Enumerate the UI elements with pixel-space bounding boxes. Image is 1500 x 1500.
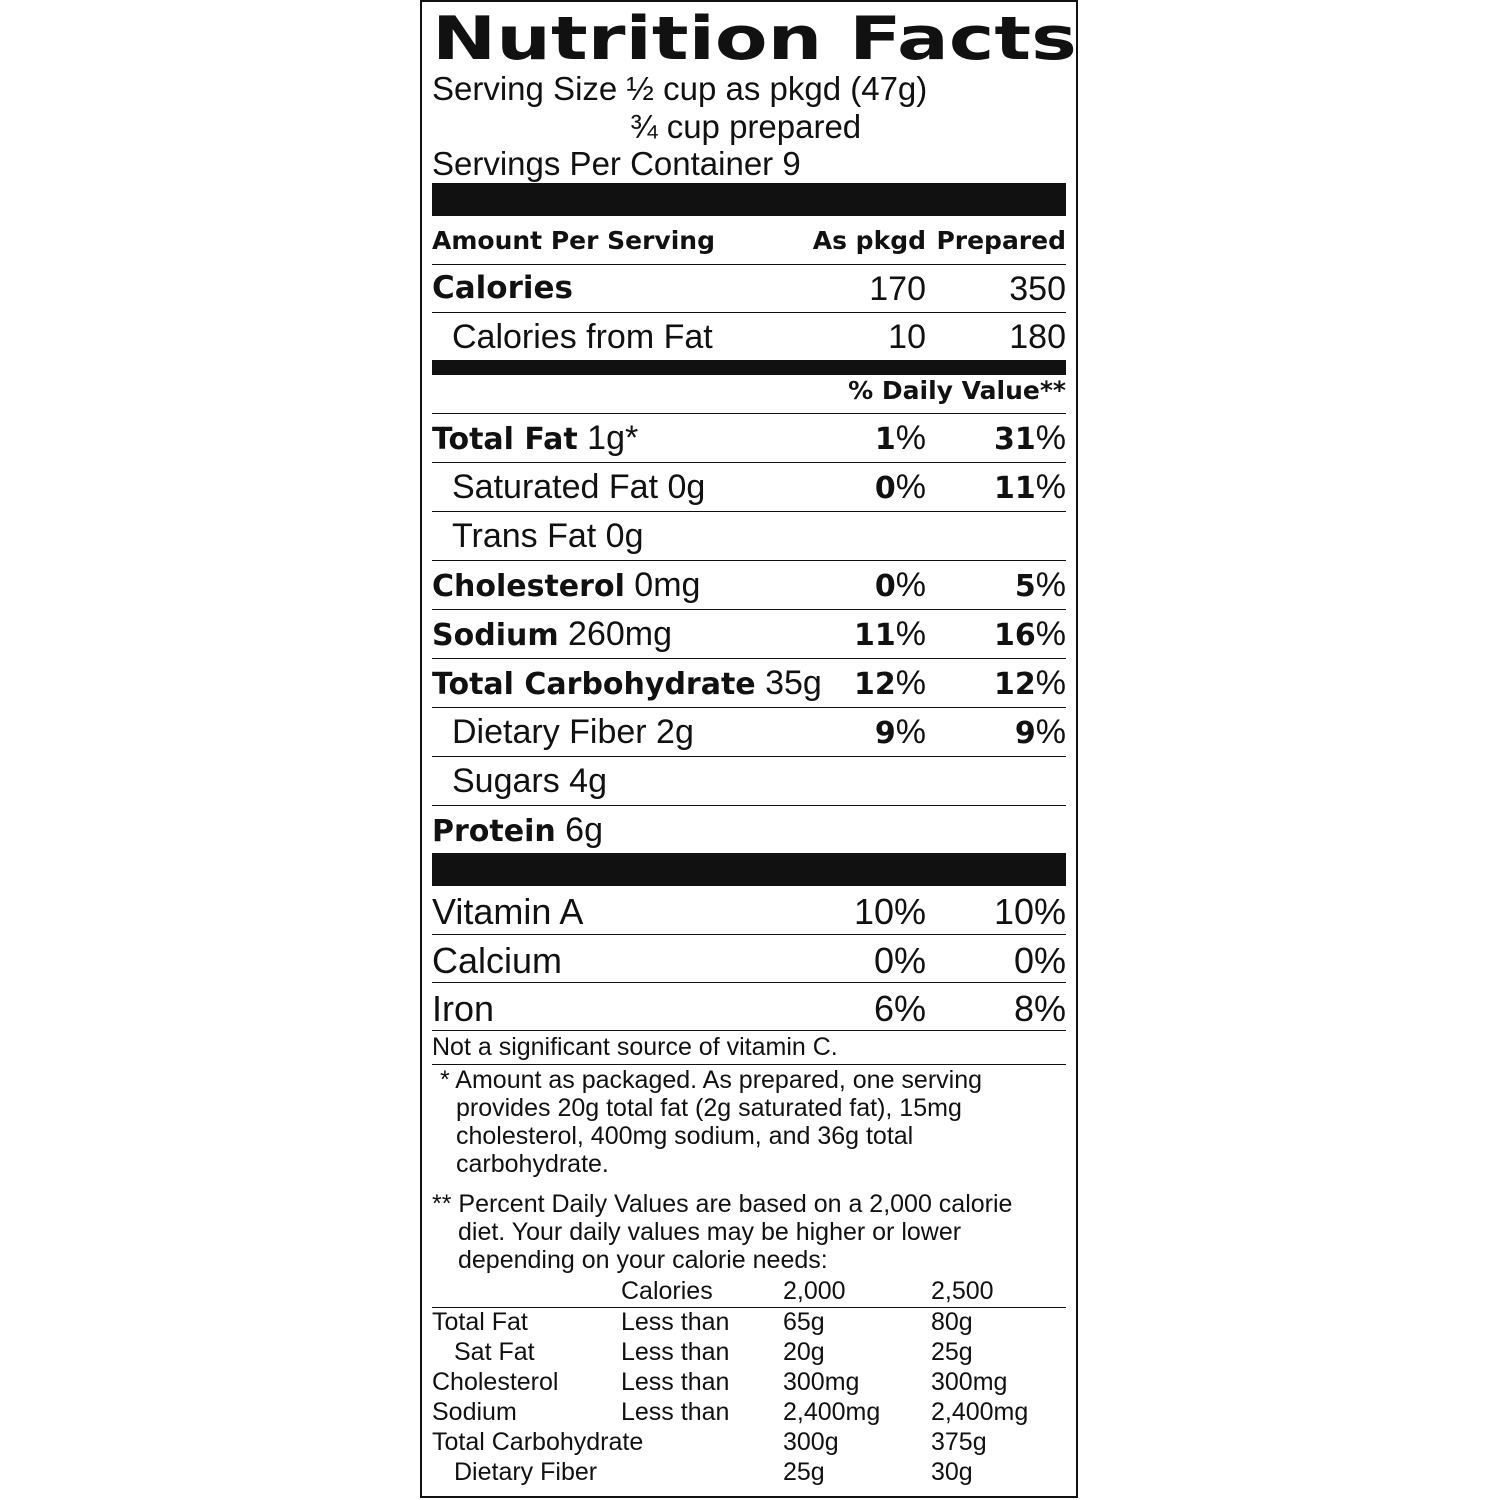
- nutrient-row: [432, 462, 1066, 511]
- as-pkgd-header: As pkgd: [812, 226, 926, 255]
- calories-fat-row: [432, 312, 1066, 361]
- daily-value-as-pkgd: [854, 664, 926, 703]
- percent-sign: %: [1035, 468, 1066, 506]
- dv-cell: 300mg: [783, 1368, 860, 1396]
- percent-number: 0: [874, 471, 896, 506]
- footnote-line: diet. Your daily values may be higher or lower: [458, 1218, 962, 1246]
- daily-value-prepared: [1015, 566, 1066, 605]
- percent-number: 12: [854, 667, 896, 702]
- vitamin-as-pkgd: 6%: [873, 988, 926, 1029]
- percent-number: 16: [994, 618, 1036, 653]
- nutrient-amount: Sugars 4g: [452, 762, 607, 800]
- percent-sign: %: [895, 566, 926, 604]
- dv-table-row: [432, 1428, 1066, 1458]
- footnote-line: carbohydrate.: [456, 1150, 609, 1178]
- nutrient-amount: 260mg: [558, 615, 672, 653]
- percent-number: 31: [994, 422, 1036, 457]
- percent-number: 12: [994, 667, 1036, 702]
- daily-value-as-pkgd: [854, 615, 926, 654]
- percent-sign: %: [1035, 664, 1066, 702]
- dv-cell: Less than: [621, 1398, 730, 1426]
- daily-value-table: [432, 1277, 1066, 1488]
- dv-cell: 375g: [931, 1428, 987, 1456]
- daily-value-prepared: [994, 468, 1066, 507]
- daily-value-prepared: [994, 419, 1066, 458]
- dv-table-row: [432, 1338, 1066, 1368]
- dv-table-row: [432, 1308, 1066, 1338]
- nutrient-name: [452, 713, 694, 752]
- percent-sign: %: [1035, 566, 1066, 604]
- calories-fat-label: Calories from Fat: [452, 318, 713, 356]
- label-content: [432, 2, 1077, 1496]
- calories-row: [432, 264, 1066, 313]
- nutrient-amount: Saturated Fat 0g: [452, 468, 706, 506]
- dv-cell: Dietary Fiber: [454, 1458, 598, 1486]
- percent-sign: %: [1035, 713, 1066, 751]
- dv-cell: 2,400mg: [783, 1398, 881, 1426]
- dv-cell: Sat Fat: [454, 1338, 535, 1366]
- vitamin-name: Calcium: [432, 940, 563, 981]
- vitamin-row: [432, 886, 1066, 934]
- vitamin-prepared: 8%: [1013, 988, 1066, 1029]
- nutrient-row: [432, 756, 1066, 805]
- daily-value-as-pkgd: [875, 713, 926, 752]
- vitamin-as-pkgd: 10%: [853, 891, 926, 932]
- dv-cell: Sodium: [432, 1398, 517, 1426]
- daily-value-prepared: [994, 664, 1066, 703]
- vitamin-c-note: Not a significant source of vitamin C.: [432, 1033, 838, 1061]
- dv-cell: 300mg: [931, 1368, 1008, 1396]
- calories-fat-prepared: 180: [1009, 318, 1066, 356]
- dv-cell: Cholesterol: [432, 1368, 559, 1396]
- percent-sign: %: [895, 615, 926, 653]
- nutrient-row: [432, 511, 1066, 560]
- vitamin-prepared: 0%: [1013, 940, 1066, 981]
- percent-number: 1: [874, 422, 896, 457]
- nutrient-amount: 1g*: [577, 419, 639, 457]
- nutrient-bold-name: Total Fat: [432, 422, 578, 457]
- nutrient-amount: 35g: [755, 664, 822, 702]
- dv-cell: 2,500: [931, 1277, 994, 1305]
- percent-sign: %: [1035, 615, 1066, 653]
- dv-cell: 65g: [783, 1308, 825, 1336]
- dv-cell: 30g: [931, 1458, 973, 1486]
- dv-cell: Calories: [621, 1277, 713, 1305]
- nutrient-bold-name: Sodium: [432, 618, 559, 653]
- footnote-line: cholesterol, 400mg sodium, and 36g total: [456, 1122, 914, 1150]
- nutrient-row: [432, 413, 1066, 462]
- dv-cell: 80g: [931, 1308, 973, 1336]
- daily-value-prepared: [1015, 713, 1066, 752]
- dv-table-header: [432, 1277, 1066, 1308]
- nutrition-label: [420, 0, 1078, 1498]
- servings-per-container: Servings Per Container 9: [432, 145, 801, 182]
- dv-table-row: [432, 1458, 1066, 1488]
- dv-cell: 2,400mg: [931, 1398, 1029, 1426]
- vitamin-c-row: [432, 1030, 1066, 1065]
- nutrient-row: [432, 658, 1066, 707]
- daily-value-as-pkgd: [875, 419, 926, 458]
- dv-cell: 2,000: [783, 1277, 846, 1305]
- footnote-packaged: [432, 1066, 1066, 1178]
- dv-cell: 20g: [783, 1338, 825, 1366]
- daily-value-as-pkgd: [875, 566, 926, 605]
- dv-cell: 25g: [931, 1338, 973, 1366]
- calories-as-pkgd: 170: [869, 270, 926, 308]
- thick-divider: [432, 183, 1066, 216]
- prepared-header: Prepared: [936, 226, 1066, 255]
- nutrient-amount: Dietary Fiber 2g: [452, 713, 694, 751]
- nutrient-name: [452, 762, 607, 801]
- footnote-line: depending on your calorie needs:: [458, 1246, 828, 1274]
- nutrient-name: [432, 566, 700, 605]
- calories-fat-as-pkgd: 10: [888, 318, 926, 356]
- dv-cell: Less than: [621, 1368, 730, 1396]
- dv-cell: Less than: [621, 1338, 730, 1366]
- footnote-line: ** Percent Daily Values are based on a 2,000 calorie: [432, 1190, 1013, 1218]
- footnote-line: provides 20g total fat (2g saturated fat), 15mg: [456, 1094, 962, 1122]
- nutrient-bold-name: Protein: [432, 814, 556, 849]
- percent-sign: %: [895, 713, 926, 751]
- percent-number: 0: [874, 569, 896, 604]
- nutrient-name: [432, 615, 672, 654]
- amount-per-serving: Amount Per Serving: [432, 226, 715, 255]
- dv-cell: Total Fat: [432, 1308, 528, 1336]
- serving-size: Serving Size ½ cup as pkgd (47g): [432, 70, 928, 107]
- nutrient-row: [432, 707, 1066, 756]
- nutrient-row: [432, 560, 1066, 609]
- vitamin-row: [432, 982, 1066, 1031]
- dv-cell: 25g: [783, 1458, 825, 1486]
- daily-value-as-pkgd: [875, 468, 926, 507]
- percent-sign: %: [1035, 419, 1066, 457]
- percent-number: 11: [854, 618, 896, 653]
- percent-number: 5: [1014, 569, 1036, 604]
- footnote-line: * Amount as packaged. As prepared, one serving: [440, 1066, 983, 1094]
- nutrient-amount: 0mg: [624, 566, 701, 604]
- dv-table-row: [432, 1368, 1066, 1398]
- nutrient-row: [432, 805, 1066, 854]
- column-header: [432, 224, 1066, 264]
- nutrient-amount: Trans Fat 0g: [452, 517, 644, 555]
- percent-number: 9: [874, 716, 896, 751]
- label-title: Nutrition Facts: [432, 4, 1077, 74]
- nutrient-name: [452, 517, 643, 556]
- nutrient-row: [432, 609, 1066, 658]
- dv-table-row: [432, 1398, 1066, 1428]
- percent-sign: %: [895, 468, 926, 506]
- vitamin-name: Iron: [432, 988, 495, 1029]
- vitamin-row: [432, 934, 1066, 983]
- thick-divider: [432, 853, 1066, 886]
- vitamin-name: Vitamin A: [432, 891, 584, 932]
- vitamin-prepared: 10%: [993, 891, 1066, 932]
- nutrient-amount: 6g: [555, 811, 603, 849]
- daily-value-header: % Daily Value**: [848, 376, 1066, 405]
- footnote-daily-values: [432, 1190, 1066, 1274]
- percent-number: 9: [1014, 716, 1036, 751]
- dv-cell: Total Carbohydrate: [432, 1428, 644, 1456]
- percent-sign: %: [895, 419, 926, 457]
- percent-number: 11: [994, 471, 1036, 506]
- daily-value-prepared: [994, 615, 1066, 654]
- nutrient-name: [452, 468, 705, 507]
- medium-divider: [432, 360, 1066, 375]
- nutrient-name: [432, 811, 603, 850]
- percent-sign: %: [895, 664, 926, 702]
- calories-label: Calories: [432, 270, 573, 306]
- nutrient-name: [432, 664, 822, 703]
- nutrient-bold-name: Total Carbohydrate: [432, 667, 756, 702]
- dv-cell: Less than: [621, 1308, 730, 1336]
- vitamin-as-pkgd: 0%: [873, 940, 926, 981]
- calories-prepared: 350: [1009, 270, 1066, 308]
- divider: [432, 1064, 1066, 1065]
- serving-size-prepared: ¾ cup prepared: [630, 108, 862, 145]
- nutrient-bold-name: Cholesterol: [432, 569, 625, 604]
- dv-cell: 300g: [783, 1428, 839, 1456]
- nutrient-name: [432, 419, 638, 458]
